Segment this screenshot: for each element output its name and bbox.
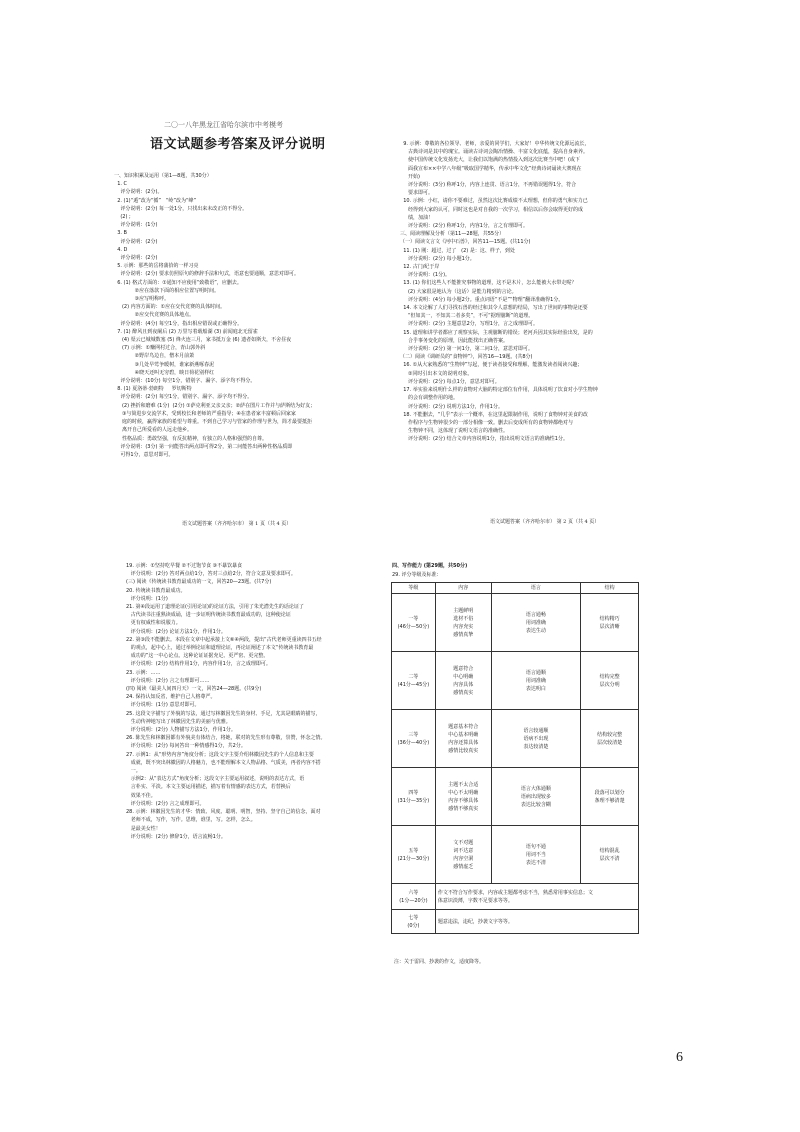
grade-language-item: 语病不出现 — [523, 735, 549, 742]
grade-structure-cell — [581, 594, 639, 652]
grade-language-item: 表达较清楚 — [523, 743, 549, 750]
grade-content-cell — [435, 710, 491, 768]
answer-line: 评分说明：(2分) 称呼1分，内容1分，言之有理即可。 — [400, 223, 528, 230]
grade-score-range: (31分—35分) — [397, 797, 430, 804]
grade-name: 二等 — [408, 673, 419, 680]
writing-section-heading: 四、写作能力 (第29题，共50分) — [392, 563, 468, 569]
grade-name: 五等 — [408, 847, 419, 854]
answer-line: 28. 示例：林徽因先生的才华：情致、风度、聪明、明智，坚持、坚守自己的信念，面对 — [126, 809, 321, 816]
grade-content-item: 词不达意 — [453, 847, 474, 854]
answer-line: 评分说明：(1分) — [126, 595, 168, 602]
answer-line: 生动传神地写出了林徽因先生的美丽与优雅。 — [126, 718, 231, 725]
grade-structure-item: 层次较清楚 — [597, 739, 623, 746]
grade-structure-item: 结构混乱 — [599, 847, 620, 854]
answer-line: (4) 渠云已城城数塞 (5) 烽火连三月，家书抵万金 (6) 遗者如斯夫，不舍昼夜 — [114, 337, 292, 344]
grade-name: 七等 — [408, 914, 419, 921]
grade-content-item: 选材不俗 — [453, 615, 474, 622]
grade-language-item: 语言大体通顺 — [520, 785, 551, 792]
grade-score-range: (41分—45分) — [397, 681, 430, 688]
grade-structure-item: 结构完整 — [599, 673, 620, 680]
answer-line: 评分说明：(2分) 结构作用1分，内容作用1分，言之成理即可。 — [126, 661, 271, 668]
page-4-scan — [388, 560, 642, 980]
grade-structure-item: 条理不够清楚 — [594, 797, 625, 804]
grade-score-range: (0分) — [407, 922, 420, 929]
grade-language-item: 语句不通 — [525, 843, 546, 850]
answer-line: 9. 示例：尊敬的各位领导、老师，亲爱的同学们，大家好！中华传统文化源远流长， — [400, 141, 590, 147]
answer-line: 评分说明：(2分) 人物描写方法1分，作用1分。 — [126, 727, 236, 734]
grade-language-cell — [491, 768, 581, 826]
grade-content-item: 内容不够具体 — [448, 797, 479, 804]
grade-content-item: 内容具体 — [453, 681, 474, 688]
answer-line: 7. (1) 醉风且到夜阑后 (2) 万里写着载船湖 (3) 前闻庭北无留雀 — [114, 328, 258, 335]
answer-line: 22. 第③段不能删去。本段在文章中起承接上文⑥④两段，提出“古代老师更重读四书五经 — [126, 636, 322, 643]
answer-line: 6. (1) 格式方面的：①通知不应使用“致敬语”，应删去。 — [114, 279, 242, 286]
grade-structure-item: 层次分明 — [599, 681, 620, 688]
answer-line: 11. (1) 刚：超过，过了 (2) 是：这、样子，到处 — [400, 247, 515, 254]
grade-language-item: 语言较通顺 — [523, 727, 549, 734]
grade-structure-cell — [581, 652, 639, 710]
answer-line: 17. 举实验来说明什么样的食物对大脑的特定部位有作用，具体说明了饮食对小学生物钟 — [400, 387, 598, 394]
answer-line: 评分说明：(2分)。 — [114, 189, 163, 196]
answer-line: ②野岸鸟边自，僧本月前萧 — [114, 353, 195, 360]
grade-cell — [392, 826, 436, 884]
header-grade: 等级 — [392, 583, 436, 594]
grade-name: 一等 — [408, 615, 419, 622]
grade-description-line: 题意违法，违纪，抄袭文字等等。 — [437, 918, 513, 925]
grade-language-cell — [491, 710, 581, 768]
grading-row — [392, 884, 639, 910]
grade-language-item: 表达比较含糊 — [520, 801, 551, 808]
grade-structure-item: 层次不清 — [599, 855, 620, 862]
grading-table-header — [392, 583, 639, 594]
grade-score-range: (46分—50分) — [397, 623, 430, 630]
answer-line: ③几处早莺争暖树，谁家新燕啄春泥 — [114, 361, 215, 368]
grade-cell — [392, 768, 436, 826]
grade-language-item: 语病出现较多 — [520, 793, 551, 800]
page-2-answers — [400, 140, 688, 444]
answer-line: 一。 — [126, 768, 141, 775]
answer-line: 评分说明：(10分) 每空1分，错别字、漏字、添字均不得分。 — [114, 378, 256, 385]
grade-cell — [392, 884, 436, 910]
grade-structure-item: 结构较完整 — [597, 731, 623, 738]
grade-content-item: 感情真挚 — [453, 631, 474, 638]
header-content: 内容 — [435, 583, 491, 594]
grade-content-item: 内容充实 — [453, 623, 474, 630]
answer-line: 3. B — [114, 230, 127, 237]
answer-line: 评分说明：(2分) 论证方法1分，作用1分。 — [126, 628, 226, 635]
answer-line: 23. 示例：…… — [126, 669, 161, 676]
answer-line: 成功的”这一中心论点。这种论证证据充足、更严密、更完整。 — [126, 653, 269, 660]
answer-line: 的观点，起中心上，通过举例论证和道理论证，再论证阐述了本文“传统读书教育最 — [126, 645, 314, 652]
page-2-footer: 语文试题答案（齐齐哈尔市） 第 2 页（共 4 页） — [490, 519, 600, 525]
grade-name: 四等 — [408, 789, 419, 796]
grade-language-item: 表达明白 — [525, 685, 546, 692]
grading-row — [392, 710, 639, 768]
answer-line: 8. (1) 夏洛蒂·勃朗特 罗切斯特 — [114, 386, 192, 393]
answer-line: 庭的时候，赢得家族的希望与尊重。不到自己学习与管家的作理与世为，简才最要抵拒 — [114, 419, 312, 426]
answer-line: ②同时引出本文的说明对象。 — [400, 370, 473, 377]
grade-structure-cell — [581, 826, 639, 884]
answer-line: 的会有调整作用的地。 — [400, 395, 458, 402]
grade-content-item: 题意符合 — [453, 665, 474, 672]
grading-row — [392, 826, 639, 884]
answer-line: 27. 示例1：从“形势内容”角度分析；这段文字主要介绍林徽因先生的个人信息和主要 — [126, 751, 314, 758]
answer-line: 2. (1)“遁”改为“循” “岭”改为“峰” — [114, 197, 197, 204]
grade-content-item: 中心不太明确 — [448, 789, 479, 796]
grade-description-line: 作文不符合写作要求，内容或主题都考虑不当，熟悉常用事实信息；文 — [437, 889, 593, 896]
answer-line: 是最美女性！ — [126, 825, 161, 832]
grade-content-item: 内容空洞 — [453, 855, 474, 862]
answer-line: 10. 示例：小红，请你不要难过，虽然这次比赛成绩不太理想，但你的勇气和实力已 — [400, 198, 588, 205]
grading-row — [392, 910, 639, 934]
grade-language-cell — [491, 652, 581, 710]
answer-line: 离开自己所爱看的人远走他乡。 — [114, 427, 192, 434]
answer-line: 评分说明：(2分) 主题意思2分，写理1分，言之成理即可。 — [400, 321, 538, 328]
answer-line: 评分说明：(2分) 第一问1分，第二问1分，意思对即可。 — [400, 346, 533, 353]
answer-line: ③与简进步交流学术，受到校长和老师的严重指导；④在患者家丰富顿后回家家 — [114, 410, 296, 417]
grade-language-cell — [491, 594, 581, 652]
grade-structure-item: 结构精巧 — [599, 615, 620, 622]
grade-description-merged — [435, 910, 638, 934]
answer-line: ④晓天还叫无穷碧，映日荷花别样红 — [114, 369, 215, 376]
answer-line: 要求即可。 — [400, 190, 433, 197]
answer-line: 25. 这段文字描写了外貌的写法，通过写林徽因先生的身材、手足，尤其是眼睛的描写， — [126, 710, 321, 717]
answer-line: 评分说明：(2分) 言之有理即可…… — [126, 677, 210, 684]
answer-line: 面我宣布××中学八年级“吸取国学精华，传承中华文化”经典诗词诵读大赛现在 — [400, 165, 582, 172]
answer-line: 评分说明：(2分) 说明方法1分，作用1分。 — [400, 403, 503, 410]
grading-row — [392, 594, 639, 652]
answer-line: 16. ①从大家熟悉的“生物钟”写起，便于读者接受和理解，能激发读者阅读兴趣； — [400, 362, 583, 369]
answer-line: 评分说明：(2分) 每小题1分。 — [400, 255, 475, 262]
answer-line: (三) 阅读《传统读书教育最成功的一文，回答20—23题。(共7分) — [126, 579, 272, 586]
answer-line: 评分说明：(4分) 每空1分，指出相应错误或正确得分。 — [114, 320, 243, 327]
answer-line: 18. 不能删去，“几乎”表示一个概率，在这里起限制作用，说明了食物钟对美食的改 — [400, 411, 588, 418]
answer-line: ②应在落款下面的相应位置写明时间。 — [114, 287, 220, 294]
answer-line: 20. 传统读书教育最成功。 — [126, 587, 186, 594]
answer-line: 评分说明：(1分) — [114, 222, 158, 229]
answer-line: 13. (1) 你们这些人不能推究事物的道理，这不是木片，怎么能被大水带走呢？ — [400, 280, 577, 287]
grade-score-range: (36分—40分) — [397, 739, 430, 746]
grade-language-item: 语言通畅 — [525, 611, 546, 618]
document-title: 语文试题参考答案及评分说明 — [150, 137, 326, 152]
grade-structure-item: 段落可以划分 — [594, 789, 625, 796]
answer-line: 12. 古门/纪于岸 — [400, 264, 440, 271]
grade-content-cell — [435, 768, 491, 826]
answer-line: 更有权威性和说服力。 — [126, 620, 181, 627]
grade-content-item: 感情比较真实 — [448, 747, 479, 754]
answer-line: (2) 内容方面的：①应在交代竞赛的具体时间。 — [114, 304, 226, 311]
answer-line: 评分说明：(2分) — [114, 255, 158, 262]
answer-line: 古代读书注重熟读成诵，进一步证明传统读书教育最成功的，这种使论证 — [126, 612, 291, 619]
grade-language-item: 表达生动 — [525, 627, 546, 634]
answer-line: 言朴实、平淡。本文主要运用描述，描写着有情感的表达方式，若替换后 — [126, 784, 291, 791]
grade-cell — [392, 910, 436, 934]
header-language: 语言 — [491, 583, 581, 594]
answer-line: 评分说明：(2分) 每问答出一种情感得1分，共2分。 — [126, 743, 246, 750]
answer-line: （二）阅读《调研员的“食物钟”》，回答16—19题。(共8分) — [400, 354, 533, 361]
grade-description-line: 体意识淡薄，字数不足要求等等。 — [437, 897, 513, 904]
answer-line: 26. 陈先生和林徽因都有外貌美有体结合，将她，联对的先生形有尊敬，崇赞，怀念之情。 — [126, 735, 326, 742]
answer-line: 三、阅读理解及分析（第11—28题，共55分） — [400, 231, 505, 238]
answer-line: 评分说明：(3分) 称呼1分，内容上连贯、语言1分，不再错误题得1分，符合 — [400, 182, 577, 189]
grading-standard-heading: 29. 评分等级及标准： — [392, 572, 442, 578]
grade-language-item: 用词不当 — [525, 851, 546, 858]
answer-line: 5. 示例：那些的岳将蒲拾的一样习亮 — [114, 263, 199, 270]
answer-line: 评分说明：(2分) 要求仿照原句的修辞手法和句式，语意也要通顺，意思对即可。 — [114, 271, 300, 278]
page-3-scan — [124, 562, 386, 954]
answer-line: 评分说明：(2分) 每点1分，意思对即可。 — [400, 378, 500, 385]
grade-name: 三等 — [408, 731, 419, 738]
answer-line: 作程序与生物钟很少的一部分相像一致。删去后变成所有的食物钟都绝对与 — [400, 419, 573, 426]
answer-line: ③应写明称呼。 — [114, 296, 170, 303]
answer-line: 开始) — [400, 173, 420, 180]
answer-line: ②应交代竞赛的具体地点。 — [114, 312, 195, 319]
answer-line: (7) 示例：①赚网村过合，青山郭外斜 — [114, 345, 206, 352]
grade-content-item: 主题鲜明 — [453, 607, 474, 614]
answer-line: 评分说明：(2分) 每空1分，错别字、漏字、添字均不得分。 — [114, 394, 253, 401]
grade-content-item: 感情不够真实 — [448, 805, 479, 812]
answer-line: (2) ; — [114, 214, 131, 221]
answer-line: (2) 挫折和磨难 (1分) (2分) ①萨克利亚父亲父亲；②萨在图片工作并与萨斯结为好友； — [114, 402, 316, 409]
grade-content-item: 感情真实 — [453, 689, 474, 696]
page-1-answers — [114, 172, 402, 459]
grade-content-cell — [435, 594, 491, 652]
answer-line: 绩，加油！ — [400, 214, 433, 221]
grade-content-item: 内容还算具体 — [448, 739, 479, 746]
grade-score-range: (21分—30分) — [397, 855, 430, 862]
answer-line: “但如其一，不知其二者多矣”，不可“据理臆断”的道理。 — [400, 313, 534, 320]
page-number: 6 — [676, 1050, 683, 1065]
grade-language-cell — [491, 826, 581, 884]
grading-table — [391, 582, 639, 934]
answer-line: 一、知识积累及运用（第1—8题，共30分） — [114, 173, 212, 179]
grade-language-item: 表达不清 — [525, 859, 546, 866]
answer-line: 19. 示例：①坚持吃早餐 ②不过饱节食 ③不暴饮暴食 — [126, 563, 243, 569]
answer-line: 评分说明：(2分) — [114, 238, 158, 245]
answer-line: 评分说明：(2分) 每一处1分，只找出来未改正的不得分。 — [114, 205, 248, 212]
grade-language-item: 语言通顺 — [525, 669, 546, 676]
answer-line: 24. 保持认知反省，维护自己人格尊严。 — [126, 694, 216, 701]
grade-cell — [392, 594, 436, 652]
answer-line: 15. 道理和讲学者都应了观察实际，主观臆断的错误；老河兵因其实际经验出发，是的 — [400, 329, 593, 336]
grade-cell — [392, 710, 436, 768]
grade-structure-cell — [581, 710, 639, 768]
answer-line: 效果不佳。 — [126, 792, 156, 799]
grade-content-item: 文不对题 — [453, 839, 474, 846]
exam-header-cut: 二〇一八年黑龙江省哈尔滨市中考模考 — [164, 121, 283, 129]
grading-row — [392, 652, 639, 710]
answer-line: 生物钟不同，这体现了说明文语言的准确性。 — [400, 428, 508, 435]
grade-score-range: (1分—20分) — [399, 897, 428, 904]
answer-line: (四) 阅读《最美人间四月天》一文，回答24—28题。(共9分) — [126, 686, 262, 693]
answer-line: 评分说明：(2分) 修辞1分，语言流畅1分。 — [126, 833, 226, 840]
answer-line: 评分说明：(2分) 言之成理即可。 — [126, 800, 205, 807]
grade-content-item: 主题不太合适 — [448, 781, 479, 788]
answer-line: 示例2：从“表达方式”角度分析；这段文字主要运用叙述，说明的表达方式，语 — [126, 776, 305, 783]
answer-line: 1. C — [114, 181, 128, 188]
answer-line: 可得1分，意思对即可。 — [114, 451, 174, 458]
answer-line: 成就，既不突出林徽因的人格魅力，也不能理解本文人物品格、气质美，再者内容不搭 — [126, 759, 321, 766]
grade-content-cell — [435, 826, 491, 884]
grade-structure-item: 层次清晰 — [599, 623, 620, 630]
answer-line: 评分说明：(4分) 每小题2分。重点词语“不是”“物理”翻译准确得1分。 — [400, 296, 564, 303]
answer-line: 古典诗词是其中的瑰宝。诵读古诗词会陶冶情操、丰富文化底蕴，提高自身素养。 — [400, 149, 588, 156]
answer-line: 评分说明：(3分) 第一问能答出两点即可得2分，第二问能答出两种性格品质即 — [114, 443, 293, 450]
answer-line: 老师不成，写作，写作。思维，谁里，写。怎样，怎么。 — [126, 817, 256, 824]
grade-name: 六等 — [408, 889, 419, 896]
page-3-answers — [126, 562, 384, 841]
answer-line: 21. 第④段运用了道理论证(引用论证)的论证方法，引用了朱光潜先生的话论证了 — [126, 604, 304, 611]
answer-line: 14. 本文论解了人们寻找石兽的经过和其令人意想的结局，写出了世间的事物是还要 — [400, 305, 588, 312]
answer-line: 评分说明：(1分) 意思对即可。 — [126, 702, 200, 709]
page-1-scan — [112, 120, 404, 535]
answer-line: 使中国传统文化发扬光大，让我们以饱满的热情投入到这次比赛当中吧！(或下 — [400, 157, 580, 164]
answer-line: 评分说明：(2分) 答对两点给1分，答对三点给2分，符合文意及要求即可。 — [126, 571, 296, 578]
grade-structure-cell — [581, 768, 639, 826]
answer-line: 评分说明：(2分) 结合文章内容说明1分，指出说明文语言的准确性1分。 — [400, 436, 568, 443]
grading-note: 注：关于雷同、抄袭的作文，适度降等。 — [394, 959, 485, 965]
answer-line: 评分说明：(1分)。 — [400, 272, 451, 279]
grade-content-item: 题意基本符合 — [448, 723, 479, 730]
grade-content-item: 中心明确 — [453, 673, 474, 680]
grading-row — [392, 768, 639, 826]
grade-content-item: 感情虚乏 — [453, 863, 474, 870]
grade-language-item: 用词准确 — [525, 677, 546, 684]
answer-line: 经得到大家的认可，同时这也是对自我的一次学习，相信以后你会取得更好的成 — [400, 206, 583, 213]
page-1-footer: 语文试题答案（齐齐哈尔市） 第 1 页（共 4 页） — [182, 521, 292, 527]
answer-line: 合乎事务变化的原理，因此能找出正确答案。 — [400, 337, 508, 344]
answer-line: (2) 大家很是地认为（这话）是能力精到的言论。 — [400, 288, 517, 295]
grade-content-item: 中心基本明确 — [448, 731, 479, 738]
answer-line: （一）阅读文言文《河中石兽》，回答11—15题。(共11分) — [400, 239, 531, 246]
answer-line: 性格品质：勇敢坚强，有反抗精神，有独立的人格和强烈的自尊。 — [114, 435, 267, 442]
grade-language-item: 用词准确 — [525, 619, 546, 626]
grade-description-merged — [435, 884, 638, 910]
grade-cell — [392, 652, 436, 710]
page-2-scan — [398, 140, 690, 535]
grade-content-cell — [435, 652, 491, 710]
header-structure: 结构 — [581, 583, 639, 594]
answer-line: 4. D — [114, 246, 128, 253]
